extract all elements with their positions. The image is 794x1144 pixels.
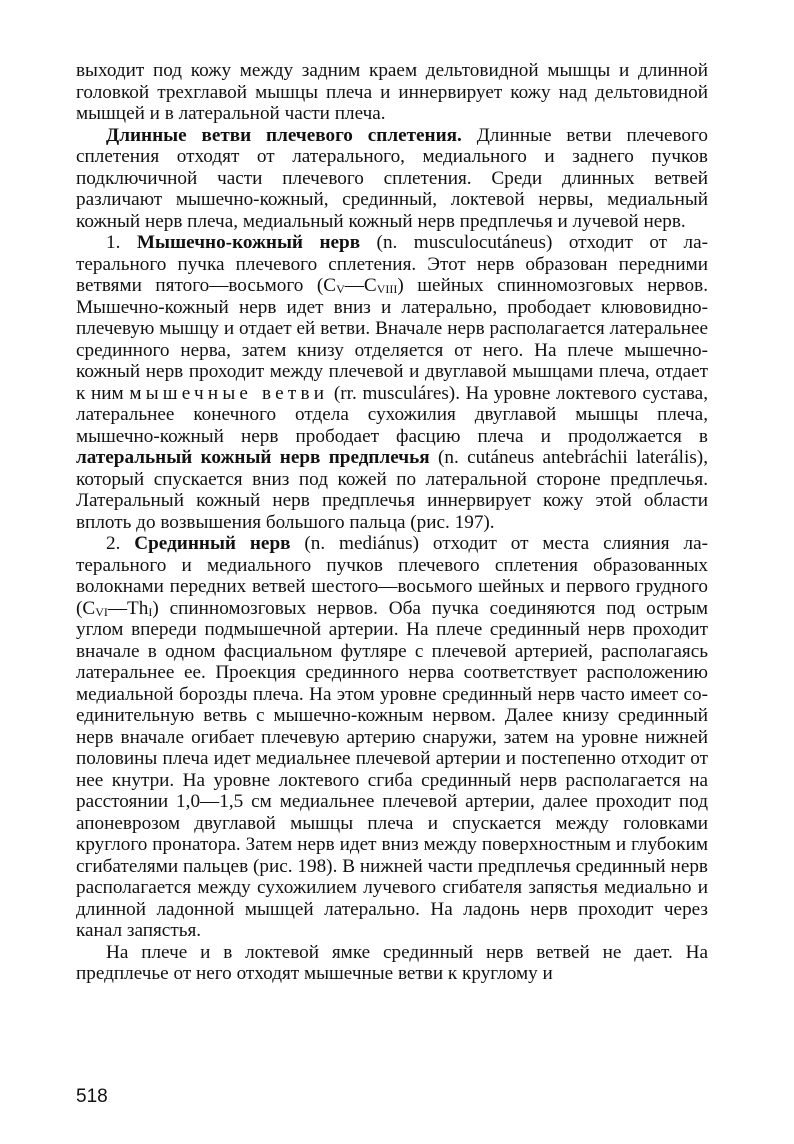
- page-number: 518: [76, 1086, 108, 1107]
- text-run: —Th: [107, 597, 149, 619]
- text-run: 2.: [106, 533, 135, 554]
- text-run: выходит под кожу между задним краем дельтовидной мышцы и длинной головкой трехглавой мышцы плеча и иннервирует кожу над дельтовидной мышцей и в латеральной части плеча.: [76, 60, 708, 124]
- paragraph-median-nerve: [76, 533, 708, 942]
- bold-term: Длинные ветви плечевого сплетения.: [106, 124, 462, 146]
- bold-term: Срединный нерв: [134, 533, 291, 554]
- text-run: (rr. musculáres). На уровне локтевого сустава, латеральнее конечного отдела сухожилия двуглавой мышцы плеча, мышечно-кожный нерв прободает фасцию плеча и продолжается в: [76, 382, 708, 447]
- subscript-index: VI: [95, 604, 108, 619]
- paragraph-musculocutaneous-nerve: [76, 232, 708, 533]
- text-run: ) шейных спинномозговых нервов. Мышечно-кожный нерв идет вниз и латерально, прободает клювовидно-плечевую мышцу и отдает ей ветви. Вначале нерв располагается латеральнее срединного нерва, затем книзу отделяется от него. На плече мышечно-кожный нерв проходит между плечевой и двуглавой мышцами плеча, отдает к ним: [76, 275, 709, 404]
- paragraph-median-branches: [76, 942, 708, 985]
- text-run: (n. cutáneus antebráchii laterális), который спускается вниз под кожей по латеральной стороне предплечья. Латеральный кожный нерв предплечья иннервирует кожу этой области вплоть до возвышения большого пальца (рис. 197).: [76, 447, 708, 533]
- text-run: 1.: [106, 232, 137, 253]
- paragraph-continuation: [76, 60, 708, 125]
- text-run: (n. musculocutáneus) отходит от латерального пучка плечевого сплетения. Этот нерв образован передними ветвями пятого—восьмого (C: [76, 232, 709, 296]
- spaced-term: мышечные ветви: [129, 382, 329, 404]
- paragraph-long-branches: [76, 125, 708, 233]
- text-run: (n. mediánus) отходит от места слияния латерального и медиального пучков плечевого сплетения образованных волокнами передних ветвей шестого—восьмого шейных и первого грудного (C: [76, 533, 709, 619]
- subscript-index: VIII: [376, 282, 398, 296]
- bold-term: латеральный кожный нерв предплечья: [76, 447, 430, 468]
- text-run: ) спинномозговых нервов. Оба пучка соединяются под острым углом впереди подмышечной артерии. На плече срединный нерв проходит вначале в одном фасциальном футляре с плечевой артерией, располагаясь латеральнее ее. Проекция срединного нерва соответствует расположению медиальной борозды плеча. На этом уровне срединный нерв часто имеет соединительную ветвь с мышечно-кожным нервом. Далее книзу срединный нерв вначале огибает плечевую артерию снаружи, затем на уровне нижней половины плеча идет медиальнее плечевой артерии и постепенно отходит от нее кнутри. На уровне локтевого сгиба срединный нерв располагается на расстоянии 1,0—1,5 см медиальнее плечевой артерии, далее проходит под апоневрозом двуглавой мышцы плеча и спускается между головками круглого пронатора. Затем нерв идет вниз между поверхностным и глубоким сгибателями пальцев (рис. 198). В нижней части предплечья срединный нерв располагается между сухожилием лучевого сгибателя запястья медиально и длинной ладонной мышцей латерально. На ладонь нерв проходит через канал запястья.: [76, 597, 708, 941]
- text-run: —C: [344, 275, 377, 296]
- text-run: На плече и в локтевой ямке срединный нерв ветвей не дает. На предплечье от него отходят мышечные ветви к круглому и: [76, 941, 708, 984]
- subscript-index: I: [148, 604, 153, 619]
- bold-term: Мышечно-кожный нерв: [136, 232, 361, 253]
- text-run: Длинные ветви плечевого сплетения отходят от латерального, медиального и заднего пучков подключичной части плечевого сплетения. Среди длинных ветвей различают мышечно-кожный, срединный, локтевой нервы, медиальный кожный нерв плеча, медиальный кожный нерв предплечья и лучевой нерв.: [76, 124, 709, 232]
- subscript-index: V: [336, 282, 345, 296]
- text-column: [76, 60, 708, 985]
